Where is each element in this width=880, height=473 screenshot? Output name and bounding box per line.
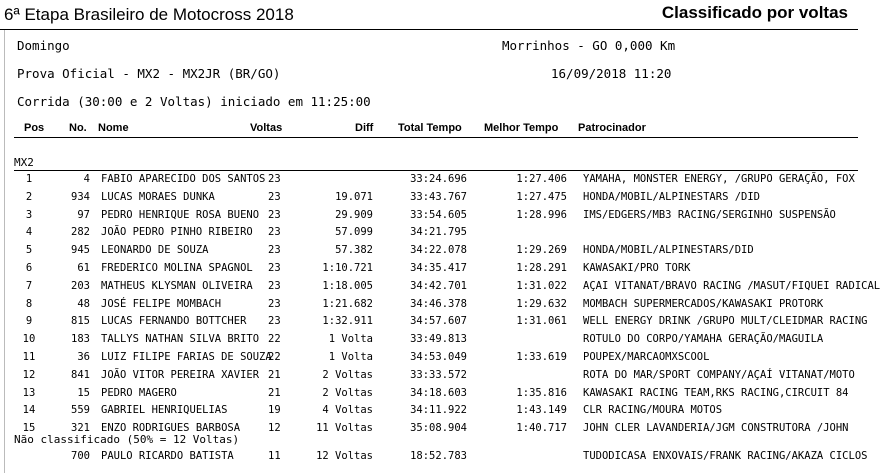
race-location: Morrinhos - GO 0,000 Km <box>502 38 676 53</box>
table-row <box>0 296 858 314</box>
cell-name: JOÃO VITOR PEREIRA XAVIER <box>101 368 260 381</box>
cell-diff: 19.071 <box>335 190 373 203</box>
cell-total: 34:42.701 <box>410 279 467 292</box>
col-pos-header: Pos <box>24 122 45 134</box>
cell-name: LUCAS FERNANDO BOTTCHER <box>101 315 247 328</box>
cell-pos: 5 <box>25 244 33 257</box>
table-row <box>0 207 858 225</box>
cell-total: 34:11.922 <box>410 404 467 417</box>
cell-best: 1:43.149 <box>516 404 567 417</box>
table-row <box>0 385 858 403</box>
cell-sponsor: IMS/EDGERS/MB3 RACING/SERGINHO SUSPENSÃO <box>583 208 836 221</box>
col-total-header: Total Tempo <box>398 122 462 134</box>
cell-pos: 13 <box>22 386 36 399</box>
cell-diff: 1 Volta <box>328 333 373 346</box>
cell-pos: 4 <box>25 226 33 239</box>
race-day: Domingo <box>17 38 70 53</box>
cell-sponsor: HONDA/MOBIL/ALPINESTARS /DID <box>583 190 761 203</box>
cell-name: PEDRO MAGERO <box>101 386 177 399</box>
not-classified-label: Não classificado (50% = 12 Voltas) <box>14 433 240 446</box>
cell-laps: 11 <box>268 450 281 462</box>
cell-pos: 3 <box>25 208 33 221</box>
cell-diff: 1:18.005 <box>322 279 373 292</box>
cell-total: 34:57.607 <box>410 315 467 328</box>
table-row <box>0 189 858 207</box>
cell-diff: 2 Voltas <box>322 386 373 399</box>
cell-laps: 23 <box>268 208 281 221</box>
cell-total: 18:52.783 <box>410 450 467 462</box>
cell-no: 183 <box>71 333 90 346</box>
cell-no: 934 <box>71 190 90 203</box>
cell-total: 33:54.605 <box>410 208 467 221</box>
cell-best: 1:29.269 <box>516 244 567 257</box>
table-row <box>0 349 858 367</box>
race-start: Corrida (30:00 e 2 Voltas) iniciado em 11:25:00 <box>17 94 371 109</box>
cell-best: 1:35.816 <box>516 386 567 399</box>
cell-no: 15 <box>77 386 90 399</box>
cell-total: 34:18.603 <box>410 386 467 399</box>
cell-best: 1:28.996 <box>516 208 567 221</box>
cell-name: GABRIEL HENRIQUELIAS <box>101 404 228 417</box>
report-title: 6ª Etapa Brasileiro de Motocross 2018 <box>4 5 294 24</box>
cell-laps: 23 <box>268 226 281 239</box>
cell-total: 33:43.767 <box>410 190 467 203</box>
cell-sponsor: YAMAHA, MONSTER ENERGY, /GRUPO GERAÇÃO, FOX <box>583 173 855 185</box>
table-row <box>0 242 858 260</box>
cell-pos: 11 <box>22 351 36 363</box>
cell-total: 33:33.572 <box>410 368 467 381</box>
cell-total: 34:22.078 <box>410 244 467 257</box>
cell-diff: 1:32.911 <box>322 315 373 328</box>
table-row <box>0 331 858 349</box>
cell-name: FREDERICO MOLINA SPAGNOL <box>101 262 253 274</box>
cell-name: PEDRO HENRIQUE ROSA BUENO <box>101 208 260 221</box>
cell-laps: 23 <box>268 262 281 274</box>
cell-best: 1:31.061 <box>516 315 567 328</box>
cell-pos: 1 <box>25 173 33 185</box>
cell-no: 815 <box>71 315 90 328</box>
cell-laps: 12 <box>268 422 281 435</box>
cell-sponsor: AÇAI VITANAT/BRAVO RACING /MASUT/FIQUEI RADICAL <box>583 279 880 292</box>
cell-no: 700 <box>71 450 90 462</box>
cell-pos: 9 <box>25 315 33 328</box>
cell-pos: 8 <box>25 297 33 310</box>
table-row <box>0 367 858 385</box>
cell-sponsor: HONDA/MOBIL/ALPINESTARS/DID <box>583 244 754 257</box>
table-row <box>0 171 858 189</box>
cell-name: ENZO RODRIGUES BARBOSA <box>101 422 241 435</box>
cell-name: JOÃO PEDRO PINHO RIBEIRO <box>101 226 253 239</box>
cell-laps: 21 <box>268 368 281 381</box>
cell-sponsor: ROTULO DO CORPO/YAMAHA GERAÇÃO/MAGUILA <box>583 333 824 346</box>
cell-laps: 23 <box>268 279 281 292</box>
cell-no: 48 <box>77 297 90 310</box>
cell-sponsor: MOMBACH SUPERMERCADOS/KAWASAKI PROTORK <box>583 297 824 310</box>
cell-best: 1:27.475 <box>516 190 567 203</box>
cell-diff: 11 Voltas <box>316 422 373 435</box>
cell-no: 841 <box>71 368 90 381</box>
category-label: MX2 <box>14 156 34 169</box>
cell-total: 34:53.049 <box>410 351 467 363</box>
cell-best: 1:33.619 <box>516 351 567 363</box>
table-row <box>0 402 858 420</box>
cell-laps: 23 <box>268 315 281 328</box>
cell-sponsor: ROTA DO MAR/SPORT COMPANY/AÇAÍ VITANAT/MOTO <box>583 368 855 381</box>
cell-total: 34:35.417 <box>410 262 467 274</box>
cell-pos: 10 <box>22 333 36 346</box>
cell-sponsor: CLR RACING/MOURA MOTOS <box>583 404 723 417</box>
cell-no: 945 <box>71 244 90 257</box>
table-row <box>0 224 858 242</box>
cell-laps: 19 <box>268 404 281 417</box>
cell-best: 1:27.406 <box>516 173 567 185</box>
cell-sponsor: POUPEX/MARCAOMXSCOOL <box>583 351 710 363</box>
col-sponsor-header: Patrocinador <box>578 122 646 134</box>
cell-name: JOSÉ FELIPE MOMBACH <box>101 297 222 310</box>
cell-pos: 6 <box>25 262 33 274</box>
cell-sponsor: JOHN CLER LAVANDERIA/JGM CONSTRUTORA /JOHN <box>583 422 849 435</box>
cell-pos: 15 <box>22 422 36 435</box>
cell-diff: 57.382 <box>335 244 373 257</box>
cell-laps: 23 <box>268 297 281 310</box>
table-row <box>0 260 858 278</box>
cell-sponsor: KAWASAKI RACING TEAM,RKS RACING,CIRCUIT 84 <box>583 386 849 399</box>
header-underline <box>14 137 858 138</box>
cell-total: 34:21.795 <box>410 226 467 239</box>
cell-name: FABIO APARECIDO DOS SANTOS <box>101 173 266 185</box>
cell-diff: 1 Volta <box>328 351 373 363</box>
cell-diff: 29.909 <box>335 208 373 221</box>
header-divider <box>0 29 858 30</box>
cell-pos: 14 <box>22 404 36 417</box>
cell-no: 36 <box>77 351 90 363</box>
cell-name: TALLYS NATHAN SILVA BRITO <box>101 333 260 346</box>
cell-name: PAULO RICARDO BATISTA <box>101 450 234 462</box>
cell-diff: 57.099 <box>335 226 373 239</box>
table-row <box>0 313 868 331</box>
cell-best: 1:31.022 <box>516 279 567 292</box>
col-diff-header: Diff <box>355 122 374 134</box>
cell-no: 321 <box>71 422 90 435</box>
cell-best: 1:29.632 <box>516 297 567 310</box>
cell-diff: 1:10.721 <box>322 262 373 274</box>
cell-best: 1:28.291 <box>516 262 567 274</box>
cell-no: 203 <box>71 279 90 292</box>
cell-laps: 22 <box>268 351 281 363</box>
cell-no: 282 <box>71 226 90 239</box>
col-name-header: Nome <box>98 122 129 134</box>
cell-total: 33:24.696 <box>410 173 467 185</box>
cell-laps: 23 <box>268 173 281 185</box>
cell-laps: 21 <box>268 386 281 399</box>
cell-name: LEONARDO DE SOUZA <box>101 244 209 257</box>
cell-no: 4 <box>83 173 90 185</box>
cell-total: 34:46.378 <box>410 297 467 310</box>
report-subtitle: Classificado por voltas <box>661 3 848 22</box>
cell-no: 61 <box>77 262 90 274</box>
cell-diff: 2 Voltas <box>322 368 373 381</box>
cell-no: 97 <box>77 208 90 221</box>
cell-no: 559 <box>71 404 90 417</box>
col-no-header: No. <box>69 122 87 134</box>
race-datetime: 16/09/2018 11:20 <box>551 66 672 81</box>
cell-name: LUCAS MORAES DUNKA <box>101 190 215 203</box>
cell-laps: 23 <box>268 190 281 203</box>
cell-pos: 12 <box>22 368 36 381</box>
cell-laps: 22 <box>268 333 281 346</box>
cell-sponsor: WELL ENERGY DRINK /GRUPO MULT/CLEIDMAR RACING <box>583 315 868 328</box>
cell-total: 35:08.904 <box>410 422 467 435</box>
cell-laps: 23 <box>268 244 281 257</box>
col-best-header: Melhor Tempo <box>484 122 559 134</box>
cell-diff: 4 Voltas <box>322 404 373 417</box>
cell-name: LUIZ FILIPE FARIAS DE SOUZA <box>101 351 272 363</box>
cell-pos: 2 <box>25 190 33 203</box>
cell-diff: 12 Voltas <box>316 450 373 462</box>
cell-pos: 7 <box>25 279 33 292</box>
cell-sponsor: KAWASAKI/PRO TORK <box>583 262 691 274</box>
col-laps-header: Voltas <box>250 122 283 134</box>
cell-best: 1:40.717 <box>516 422 567 435</box>
table-row <box>0 448 868 466</box>
cell-sponsor: TUDODICASA ENXOVAIS/FRANK RACING/AKAZA CICLOS <box>583 450 868 462</box>
race-name: Prova Oficial - MX2 - MX2JR (BR/GO) <box>17 66 281 81</box>
cell-name: MATHEUS KLYSMAN OLIVEIRA <box>101 279 253 292</box>
cell-total: 33:49.813 <box>410 333 467 346</box>
table-row <box>0 278 880 296</box>
cell-diff: 1:21.682 <box>322 297 373 310</box>
